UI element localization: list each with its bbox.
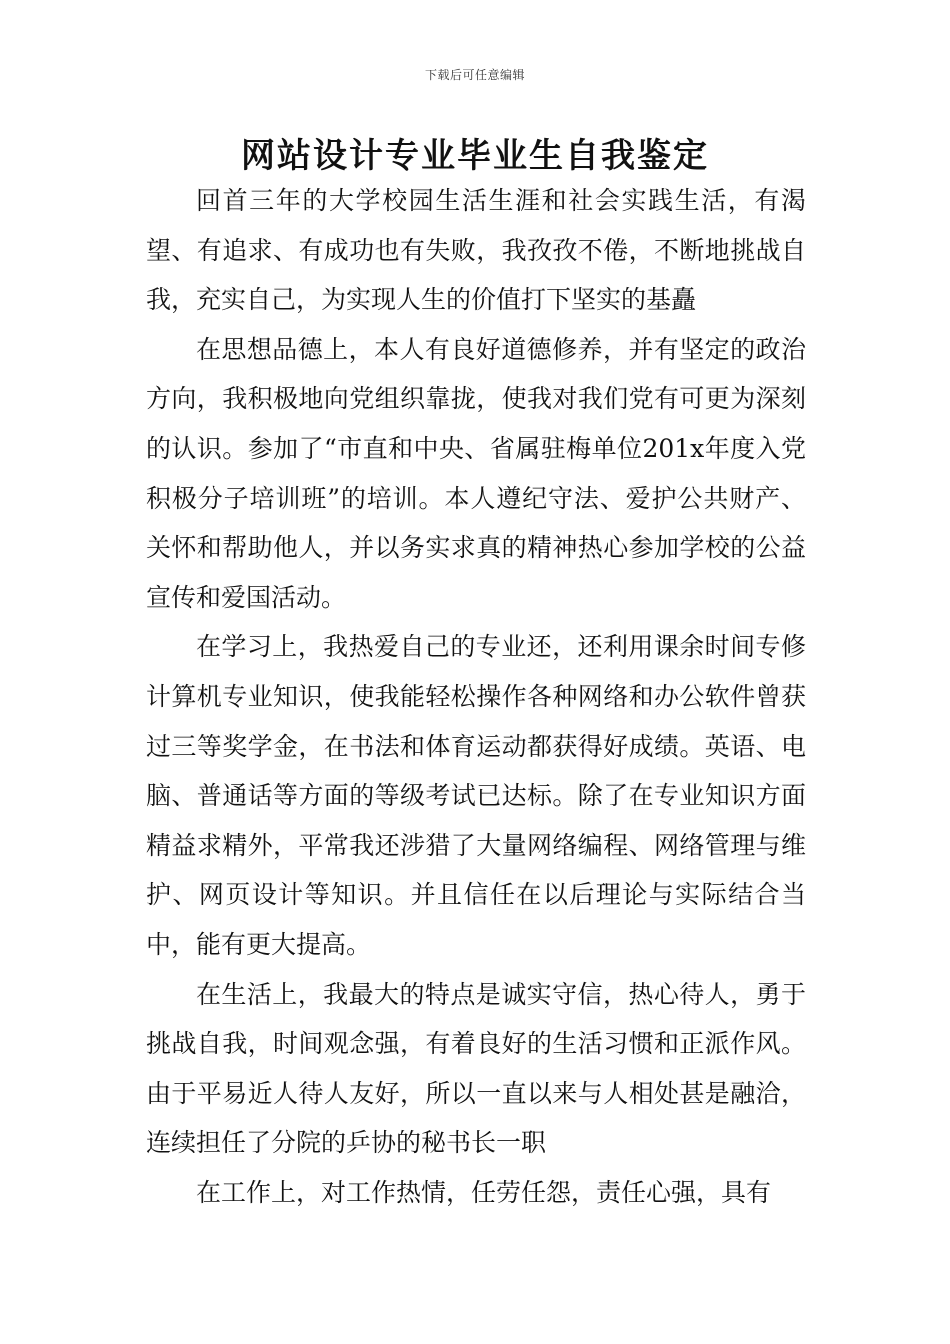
document-title: 网站设计专业毕业生自我鉴定 — [241, 136, 709, 176]
document-body — [146, 176, 806, 1217]
header-note: 下载后可任意编辑 — [424, 68, 525, 82]
paragraph-intro: 回首三年的大学校园生活生涯和社会实践生活，有渴望、有追求、有成功也有失败，我孜孜不倦，不断地挑战自我，充实自己，为实现人生的价值打下坚实的基矗 — [146, 186, 806, 315]
paragraph-study: 在学习上，我热爱自己的专业还，还利用课余时间专修计算机专业知识，使我能轻松操作各种网络和办公软件曾获过三等奖学金，在书法和体育运动都获得好成绩。英语、电脑、普通话等方面的等级考试已达标。除了在专业知识方面精益求精外，平常我还涉猎了大量网络编程、网络管理与维护、网页设计等知识。并且信任在以后理论与实际结合当中，能有更大提高。 — [146, 632, 806, 959]
paragraph-life: 在生活上，我最大的特点是诚实守信，热心待人，勇于挑战自我，时间观念强，有着良好的生活习惯和正派作风。由于平易近人待人友好，所以一直以来与人相处甚是融洽，连续担任了分院的乒协的秘书长一职 — [146, 979, 806, 1158]
paragraph-work: 在工作上，对工作热情，任劳任怨，责任心强，具有 — [196, 1177, 772, 1207]
paragraph-ideology: 在思想品德上，本人有良好道德修养，并有坚定的政治方向，我积极地向党组织靠拢，使我对我们党有可更为深刻的认识。参加了“市直和中央、省属驻梅单位201x年度入党积极分子培训班”的培训。本人遵纪守法、爱护公共财产、关怀和帮助他人，并以务实求真的精神热心参加学校的公益宣传和爱国活动。 — [146, 334, 806, 612]
